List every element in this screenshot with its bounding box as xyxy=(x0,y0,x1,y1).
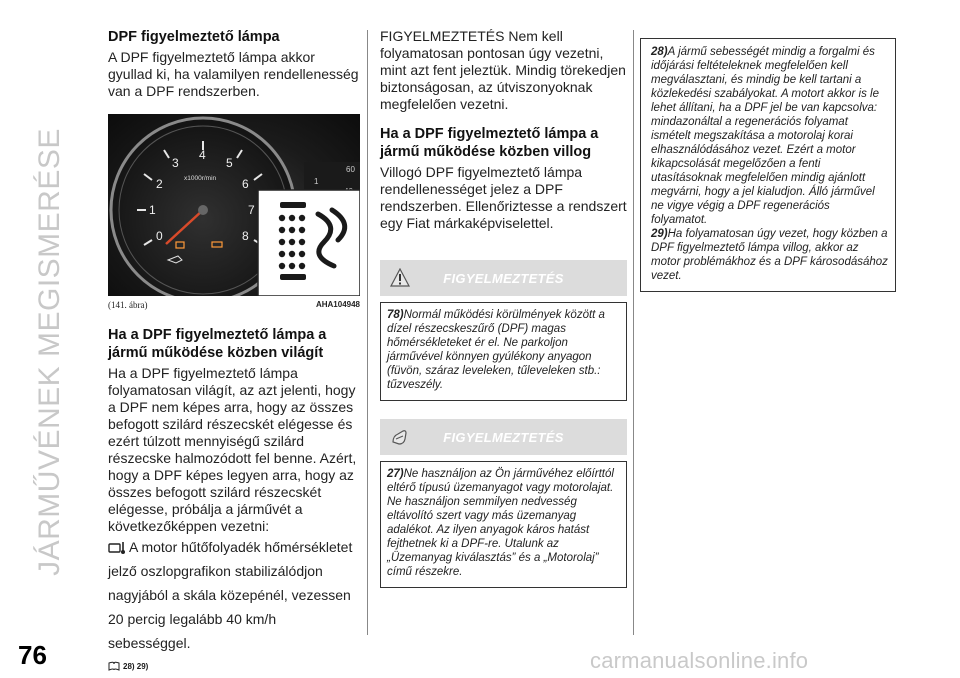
note-28 xyxy=(651,45,889,227)
paragraph-dpf-intro: A DPF figyelmeztető lámpa akkor gyullad ki, ha valamilyen rendellenesség van a DPF rendszerben. xyxy=(108,49,359,99)
note-number-28: 28) xyxy=(651,46,668,58)
warning-triangle-icon xyxy=(390,268,410,288)
warning-header-2 xyxy=(380,419,627,455)
right-gauge-num-60: 60 xyxy=(346,165,355,174)
tick-label-0: 0 xyxy=(156,229,163,243)
tick-label-1: 1 xyxy=(149,203,156,217)
warning-number-27: 27) xyxy=(387,468,404,480)
tachometer-illustration xyxy=(108,114,360,296)
gauge-unit-label: x1000r/min xyxy=(184,175,217,182)
warning-title-2: FIGYELMEZTETÉS xyxy=(443,429,564,445)
tick-label-8: 8 xyxy=(242,229,249,243)
figure-number: (141. ábra) xyxy=(108,300,148,310)
paragraph-lamp-flashing: Villogó DPF figyelmeztető lámpa rendellenességet jelez a DPF rendszerben. Ellenőriztesse a rendszert egy Fiat márkaképviselettel. xyxy=(380,164,627,231)
notes-box xyxy=(640,38,896,292)
warning-text-27: Ne használjon az Ön járművéhez előírttól eltérő típusú üzemanyagot vagy motorolajat. Ne használjon semmilyen nedvesség eltávolító szert vagy más üzemanyag adalékot. Az ilyen anyagok káros hatást fejthetnek ki a DPF-re. Utalunk az „Üzemanyag kiválasztás” és a „Motorolaj” című részekre. xyxy=(387,468,614,578)
side-section-title: JÁRMŰVÉNEK MEGISMERÉSE xyxy=(33,128,66,576)
tick-label-2: 2 xyxy=(156,177,163,191)
figure-caption xyxy=(108,300,360,310)
note-book-icon xyxy=(108,661,120,671)
warning-header-1 xyxy=(380,260,627,296)
column-middle xyxy=(380,28,627,588)
page-number: 76 xyxy=(18,640,47,670)
heading-lamp-flashing: Ha a DPF figyelmeztető lámpa a jármű működése közben villog xyxy=(380,126,599,160)
column-right xyxy=(640,38,896,292)
warning-number-78: 78) xyxy=(387,309,404,321)
tick-label-6: 6 xyxy=(242,177,249,191)
tick-label-4: 4 xyxy=(199,148,206,162)
fuel-hand-warning-icon xyxy=(390,427,410,447)
note-text-28: A jármű sebességét mindig a forgalmi és időjárási feltételeknek megfelelően kell megválasztani, és mindig be kell tartani a közlekedési szabályokat. A motort akkor is le lehet állítani, ha a DPF jel be van kapcsolva: mindazonáltal a regenerációs folyamat ismételt megszakítása a motorolaj korai elhasználódásához vezet. Ezért a motor kikapcsolását megelőzően a fenti utasításoknak megfelelően mindig ajánlott megvárni, hogy a jel kialudjon. Álló járművel ne vigye végig a DPF regenerációs folyamatot. xyxy=(651,46,879,226)
coolant-temperature-icon xyxy=(108,541,126,554)
warning-box-1 xyxy=(380,302,627,401)
dashboard-figure xyxy=(108,114,360,296)
tick-label-7: 7 xyxy=(248,203,255,217)
warning-box-2 xyxy=(380,461,627,588)
warning-text-78: Normál működési körülmények között a dízel részecskeszűrő (DPF) magas hőmérsékleteket ér el. Ne parkoljon járművével könnyen gyúlékony anyagon (füvön, száraz leveleken, tűleveleken stb.: tűzveszély. xyxy=(387,309,605,391)
paragraph-driving-instruction xyxy=(108,535,360,655)
column-divider-2 xyxy=(633,30,634,635)
figure-reference-code: AHA104948 xyxy=(315,300,360,309)
right-gauge-num-1: 1 xyxy=(314,177,319,186)
warning-title-1: FIGYELMEZTETÉS xyxy=(443,270,564,286)
heading-lamp-steady: Ha a DPF figyelmeztető lámpa a jármű működése közben világít xyxy=(108,327,327,361)
column-divider-1 xyxy=(367,30,368,635)
note-references xyxy=(108,661,360,671)
note-references-text: 28) 29) xyxy=(123,661,149,671)
watermark-text: carmanualsonline.info xyxy=(590,648,809,673)
tick-label-5: 5 xyxy=(226,156,233,170)
note-number-29: 29) xyxy=(651,228,668,240)
note-29 xyxy=(651,227,889,283)
column-left xyxy=(108,28,360,671)
paragraph-driving-note: FIGYELMEZTETÉS Nem kell folyamatosan pontosan úgy vezetni, mint azt fent jeleztük. Mindig törekedjen biztonságosan, az útviszonyoknak megfelelően vezetni. xyxy=(380,28,626,112)
note-text-29: Ha folyamatosan úgy vezet, hogy közben a DPF figyelmeztető lámpa villog, akkor az motor problémákhoz és a DPF károsodásához vezet. xyxy=(651,228,888,282)
tick-label-3: 3 xyxy=(172,156,179,170)
paragraph-lamp-steady: Ha a DPF figyelmeztető lámpa folyamatosan világít, az azt jelenti, hogy a DPF nem képes arra, hogy az összes befogott szilárd részecskét elégesse és ezért túlzott mennyiségű szilárd részecske halmozódott fel benne. Azért, hogy a DPF képes legyen arra, hogy az összes befogott szilárd részecskét elégesse, próbálja a járművét a következőképpen vezetni: xyxy=(108,365,357,534)
driving-instruction-text: A motor hűtőfolyadék hőmérsékletet jelző oszlopgrafikon stabilizálódjon nagyjából a skála közepénél, vezessen 20 percig legalább 40 km/h sebességgel. xyxy=(108,539,353,651)
heading-dpf-lamp: DPF figyelmeztető lámpa xyxy=(108,29,280,45)
